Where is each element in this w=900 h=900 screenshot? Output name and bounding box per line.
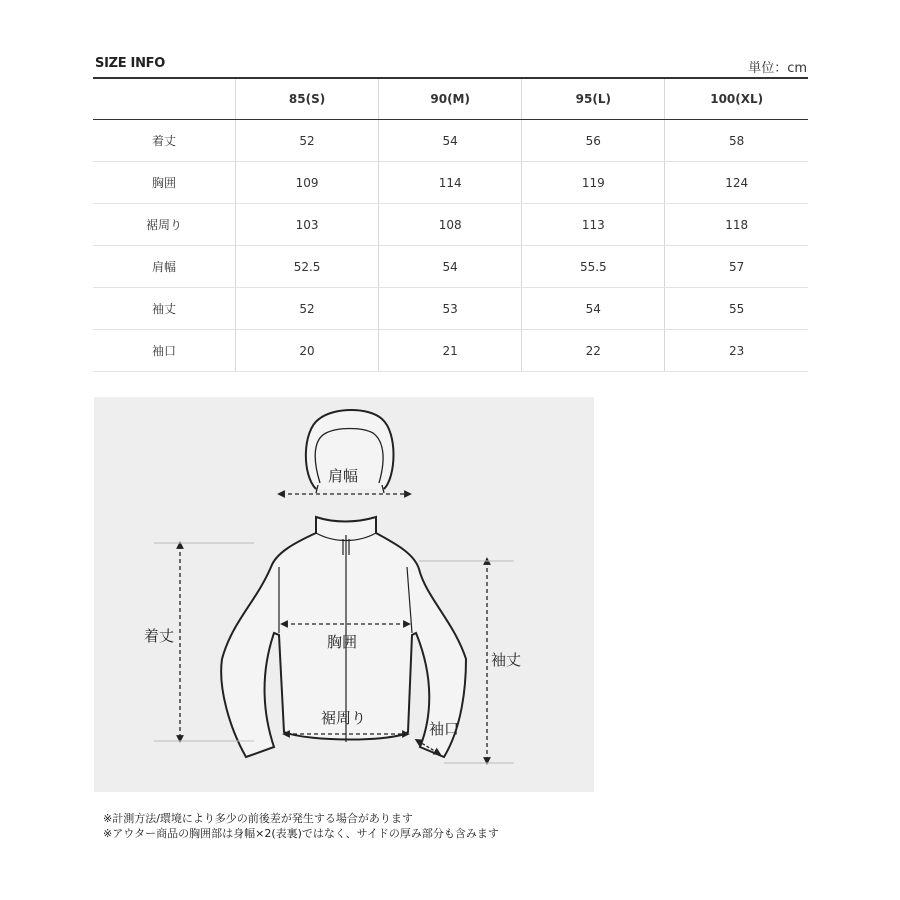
table-cell: 52.5: [236, 246, 379, 288]
table-cell: 57: [665, 246, 808, 288]
table-row: [93, 162, 808, 204]
table-cell: 113: [522, 204, 665, 246]
table-cell: 56: [522, 120, 665, 162]
jacket-illustration: [94, 397, 594, 792]
table-cell: 54: [379, 120, 522, 162]
row-label: 肩幅: [93, 246, 236, 288]
table-cell: 124: [665, 162, 808, 204]
row-label: 袖口: [93, 330, 236, 372]
table-cell: 52: [236, 288, 379, 330]
label-shoulder: 肩幅: [328, 467, 359, 485]
table-cell: 55.5: [522, 246, 665, 288]
note-line: ※計測方法/環境により多少の前後差が発生する場合があります: [103, 812, 413, 825]
header-corner-cell: [93, 78, 236, 120]
table-cell: 52: [236, 120, 379, 162]
table-cell: 119: [522, 162, 665, 204]
size-header-cell: 95(L): [522, 78, 665, 120]
table-cell: 109: [236, 162, 379, 204]
size-info-title: SIZE INFO: [95, 56, 165, 71]
table-cell: 54: [379, 246, 522, 288]
table-cell: 53: [379, 288, 522, 330]
table-cell: 103: [236, 204, 379, 246]
size-header-cell: 100(XL): [665, 78, 808, 120]
table-cell: 23: [665, 330, 808, 372]
table-cell: 21: [379, 330, 522, 372]
measurement-diagram: [94, 397, 594, 792]
row-label: 着丈: [93, 120, 236, 162]
table-cell: 22: [522, 330, 665, 372]
table-cell: 108: [379, 204, 522, 246]
label-chest: 胸囲: [327, 633, 358, 651]
row-label: 袖丈: [93, 288, 236, 330]
table-row: [93, 330, 808, 372]
table-row: [93, 288, 808, 330]
unit-label: 単位：cm: [748, 61, 807, 76]
table-cell: 114: [379, 162, 522, 204]
row-label: 裾周り: [93, 204, 236, 246]
table-cell: 20: [236, 330, 379, 372]
table-header-row: [93, 78, 808, 120]
table-row: [93, 204, 808, 246]
table-row: [93, 120, 808, 162]
label-length: 着丈: [144, 627, 175, 645]
table-cell: 55: [665, 288, 808, 330]
size-table: [93, 77, 808, 372]
size-header-cell: 90(M): [379, 78, 522, 120]
table-row: [93, 246, 808, 288]
note-line: ※アウター商品の胸囲部は身幅×2(表裏)ではなく、サイドの厚み部分も含みます: [103, 827, 499, 840]
table-cell: 58: [665, 120, 808, 162]
label-sleeve: 袖丈: [491, 651, 522, 669]
label-hem: 裾周り: [321, 709, 367, 727]
table-cell: 54: [522, 288, 665, 330]
table-cell: 118: [665, 204, 808, 246]
size-header-cell: 85(S): [236, 78, 379, 120]
notes: [103, 811, 499, 841]
label-cuff: 袖口: [429, 720, 460, 738]
row-label: 胸囲: [93, 162, 236, 204]
